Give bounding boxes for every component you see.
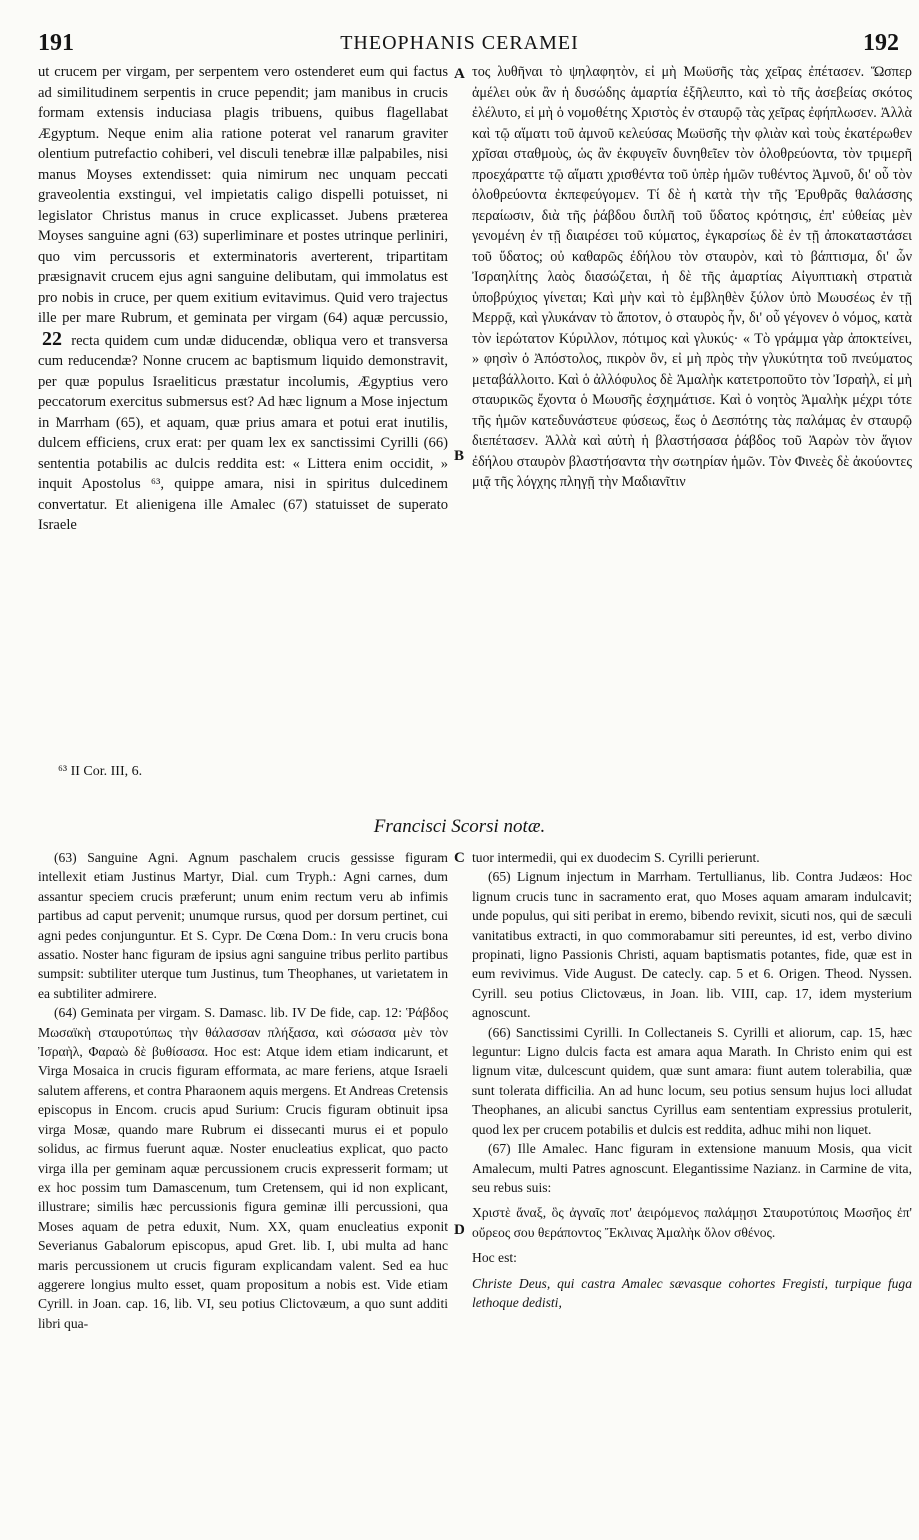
margin-marker-d: D xyxy=(454,1222,465,1238)
note-65: (65) Lignum injectum in Marrham. Tertullianus, lib. Contra Judæos: Hoc lignum crucis tunc in sacramento erat, quo Moses aquam amaram indulcavit; unde populus, qui siti peribat in eremo, bibendo revixit, sicuti nos, qui de sæculi vanitatibus extracti, in quo commorabamur siti pereuntes, id est, verbo divino propinati, ligno Passionis Christi, aquam baptismatis potantes, fide, quæ est in eum revivimus. Vide August. De catecly. cap. 5 et 6. Origen. Theod. Nyssen. Cyrill. seu potius Clictovæus, in Joan. lib. VIII, cap. 17, idem mysterium agnoscunt. xyxy=(472,869,912,1021)
latin-column xyxy=(38,62,448,536)
note-67: (67) Ille Amalec. Hanc figuram in extensione manuum Mosis, qua vicit Amalecum, multi Patres agnoscunt. Elegantissime Nazianz. in Carmine de vita, seu rebus suis: xyxy=(472,1141,912,1195)
notes-right-column xyxy=(472,848,912,1312)
note-63: (63) Sanguine Agni. Agnum paschalem crucis gessisse figuram intellexit etiam Justinus Martyr, Dial. cum Tryph.: Agni carnes, dum assantur speciem crucis præferunt; unum enim rectum veru ab infimis partibus ad caput pervenit; unumque rursus, quod per dorsum pertinet, cui agni pedes conjunguntur. Et S. Cypr. De Cœna Dom.: In veru crucis bona assatio. Noster hanc figuram de ipsius agni sanguine tribus perlito partibus sumpsit: subtiliter uterque tum Justinus, tum Theophanes, ut varietatem in ea subtiliter admirere. xyxy=(38,850,448,1001)
page-number-right: 192 xyxy=(863,30,899,56)
margin-marker-c: C xyxy=(454,850,465,866)
margin-marker-b: B xyxy=(454,448,465,464)
hoc-est-label: Hoc est: xyxy=(472,1250,517,1266)
latin-verse: Christe Deus, qui castra Amalec sævasque cohortes Fregisti, turpique fuga lethoque dedisti, xyxy=(472,1275,912,1310)
footnote: ⁶³ II Cor. III, 6. xyxy=(58,764,143,779)
greek-verse: Χριστὲ ἄναξ, ὃς ἀγναῖς ποτ' ἀειρόμενος παλάμῃσι Σταυροτύποις Μωσῆος ἐπ' οὔρεος σου θεράποντος Ἔκλινας Ἀμαλὴκ ὅλον σθένος. xyxy=(472,1205,912,1240)
running-head: THEOPHANIS CERAMEI xyxy=(340,32,579,54)
page-header xyxy=(0,30,919,60)
page-number-left: 191 xyxy=(38,30,74,56)
greek-column xyxy=(472,62,912,493)
column-number: 22 xyxy=(42,327,62,350)
latin-text-part2: recta quidem cum undæ diducendæ, obliqua vero et transversa cum reducendæ? Nonne crucem ac baptismum liquido demonstravit, per quæ populus Israeliticus præstatur incolumis, Ægyptius vero peccatorum exercitus submersus est? Ad hæc lignum a Mose injectum in Marrham (65), et aquam, quæ prius amara et potui erat inutilis, dulcem efficiens, crux erat: per quam lex ex sanctissimi Cyrilli (66) sententia potabilis ac dulcis reddita est: « Littera enim occidit, » inquit Apostolus ⁶³, quippe amara, nisi in spiritus dulcedinem convertatur. Et alienigena ille Amalec (67) statuisset de superato Israele xyxy=(38,332,448,533)
latin-text xyxy=(38,62,448,536)
latin-text-part1: ut crucem per virgam, per serpentem vero ostenderet eum qui factus ad similitudinem serpentis in cruce pependit; jam manibus in crucis formam extensis induciasa plagis tribuens, quibus flagellabat Ægyptum. Neque enim alia ratione poterat vel ranarum graviter olentium putrefactio cohiberi, vel disculi tenebræ illæ palpabiles, nisi manus Moyses extendisset: quia nimirum nec unquam peccati graveolentia exstingui, vel impietatis caligo dispelli potuisset, ni legislator Christus manus in cruce explicasset. Jubens præterea Moyses sanguine agni (63) superliminare et postes utrinque perliniri, quo vim percussoris et exterminatoris averterent, tripartitam præsignavit crucem ejus agni sanguine delibutam, qui immolatus est pro nobis in cruce, per quem exitium evitavimus. Quid vero trajectus ille per mare Rubrum, et geminata per virgam (64) aquæ percussio, xyxy=(38,64,448,326)
note-continuation: tuor intermedii, qui ex duodecim S. Cyrilli perierunt. xyxy=(472,850,760,865)
note-66: (66) Sanctissimi Cyrilli. In Collectaneis S. Cyrilli et aliorum, cap. 15, hæc leguntur: Ligno dulcis facta est amara aqua Marath. In Christo enim qui est lignum vitæ, dulcescunt quidem, quæ sunt amara: fiunt autem tolerabilia, quæ sunt tolerata difficilia. An ad hunc locum, seu potius sensum hujus loci alludat Theophanes, an alicubi sanctus Cyrillus eam sententiam expressius protulerit, quod lex per crucem potabilis et dulcis est reddita, adhuc mihi non liquet. xyxy=(472,1024,912,1137)
margin-marker-a: A xyxy=(454,66,465,82)
notes-left-column xyxy=(38,848,448,1333)
note-64: (64) Geminata per virgam. S. Damasc. lib. IV De fide, cap. 12: Ῥάβδος Μωσαϊκὴ σταυροτύπως τὴν θάλασσαν πλήξασα, καὶ σώσασα μὲν τὸν Ἰσραὴλ, Φαραὼ δὲ βυθίσασα. Hoc est: Atque idem etiam indicarunt, et Virga Mosaica in crucis figuram efformata, ac mare feriens, atque Israeli salutem afferens, et contra Pharaonem aquis mergens. Et Andreas Cretensis episcopus in Encom. crucis apud Surium: Crucis figuram obtinuit ipsa virga Mosæ, quando mare Rubrum ei dissecanti murus ei et populo solidus, ac firmus fuerunt aquæ. Noster enucleatius explicat, quo pacto virga illa per geminam aquæ percussionem crucis expresserit formam; ut ex hoc possim tum Damascenum, tum Cretensem, qui id non explicant, illustrare; similis hæc percussionis figura geminæ illi percussioni, qua Moses aquam de petra eduxit, Num. XX, quam enucleatius exponit Severianus Gabalorum episcopus, apud Gret. lib. I, ubi multa ad hanc maris percussionem ut crucis figuram explicandam valent. Sed ea huc aggerere longius multo esset, quam propositum a nobis est. Vide etiam Cyrill. in Joan. cap. 16, lib. VI, seu potius Clictovæum, a quo sunt additi libri qua- xyxy=(38,1005,448,1331)
notes-title: Francisci Scorsi notæ. xyxy=(373,816,546,837)
greek-text: τος λυθῆναι τὸ ψηλαφητὸν, εἰ μὴ Μωϋσῆς τὰς χεῖρας ἐπέτασεν. Ὥσπερ ἀμέλει οὐκ ἂν ἡ δυσώδης ἁμαρτία ἐξῆλειπτο, καὶ τὸ τῆς ἀσεβείας σκότος ἐλέλυτο, εἰ μὴ ὁ νομοθέτης Χριστὸς ἐν σταυρῷ τὰς χεῖρας ἐφήπλωσεν. Ἀλλὰ καὶ τῷ αἵματι τοῦ ἀμνοῦ κελεύσας Μωϋσῆς τὴν φλιὰν καὶ τοὺς ἑκατέρωθεν χρῖσαι σταθμοὺς, ὡς ἂν ἐκφυγεῖν δυνηθεῖεν τὸν ὀλοθρεύοντα, τὸν τριμερῆ προεχάραττε τῷ αἵματι χρισθέντα τοῦ ὑπὲρ ἡμῶν τυθέντος Ἀμνοῦ, δι' οὗ τὸν ὀλοθρεύοντα ἐκπεφεύγομεν. Τί δὲ ἡ κατὰ τὴν τῆς Ἐρυθρᾶς θαλάσσης περαίωσιν, διὰ τῆς ῥάβδου διπλῆ τοῦ ὕδατος κρότησις, ἐπ' εὐθείας μὲν γενομένη ἐν τῇ διαιρέσει τοῦ κύματος, ἐγκαρσίως δὲ ἐν τῇ ἀποκαταστάσει τοῦ ὕδατος; οὐ καθαρῶς ἐδήλου τὸν σταυρὸν, καὶ τὸ βάπτισμα, δι' ὧν Ἰσραηλίτης λαὸς διασώζεται, ἡ δὲ τῆς ἁμαρτίας Αἰγυπτιακὴ στρατιὰ ὑποβρύχιος γίνεται; Καὶ μὴν καὶ τὸ ἐμβληθὲν ξύλον ὑπὸ Μωυσέως ἐν τῇ Μερρᾷ, καὶ γλυκάναν τὸ ἄποτον, ὁ σταυρὸς ἦν, δι' οὗ γέγονεν ὁ νόμος, κατὰ τὸν ἱερώτατον Κύριλλον, πότιμος καὶ γλυκύς· « Τὸ γράμμα γὰρ ἀποκτείνει, » φησὶν ὁ Ἀπόστολος, πικρὸν ὂν, εἰ μὴ πρὸς τὴν γλυκύτητα τοῦ πνεύματος μεταβάλλοιτο. Καὶ ὁ ἀλλόφυλος δὲ Ἀμαλὴκ κατετροποῦτο τὸν Ἰσραὴλ, εἰ μὴ σταυρικῶς ἔχοντα ὁ Μωυσῆς ἐσχημάτισε. Καὶ ὁ νοητὸς Ἀμαλὴκ μέχρι τότε τῆς ἡμῶν κατεδυνάστευε φύσεως, ἕως ὁ Δεσπότης τὰς παλάμας ἐν σταυρῷ διεπέτασεν. Ἀλλὰ καὶ αὐτὴ ἡ βλαστήσασα ῥάβδος τοῦ Ἀαρὼν τὸν ἅγιον ἐδήλου σταυρὸν βλαστήσαντα τὴν σωτηρίαν ἡμῶν. Τὸν Φινεὲς δὲ ἀκούοντες μιᾷ τῆς λόγχης πληγῇ τὴν Μαδιανῖτιν xyxy=(472,64,912,490)
